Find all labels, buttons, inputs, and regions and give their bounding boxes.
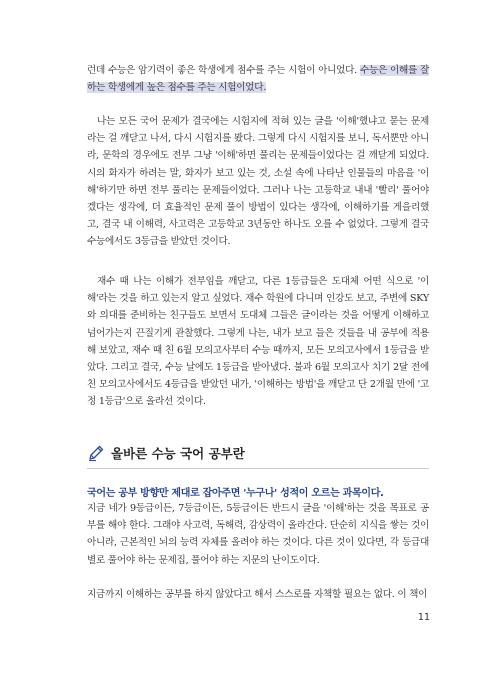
page-number: 11 [417,612,430,623]
section-title: 올바른 수능 국어 공부란 [111,446,245,461]
pencil-icon [87,444,105,462]
paragraph-1 [87,62,429,96]
section-divider [87,468,429,469]
section-subheading: 국어는 공부 방향만 제대로 잡아주면 '누구나' 성적이 오르는 과목이다. [87,488,384,499]
paragraph-4: 지금 네가 9등급이든, 7등급이든, 5등급이든 반드시 글을 '이해'하는 것을 목표로 공부를 해야 한다. 그래야 사고력, 독해력, 감상력이 올라간다. 단순히 지식을 쌓는 것이 아니라, 근본적인 뇌의 능력 자체를 올려야 하는 것이다. 다른 것이 있다면, 각 등급대 별로 풀어야 하는 문제집, 풀어야 하는 지문의 난이도이다. [87,503,429,566]
paragraph-1-text: 런데 수능은 암기력이 좋은 학생에게 점수를 주는 시험이 아니었다. [87,65,360,76]
paragraph-5: 지금까지 이해하는 공부를 하지 않았다고 해서 스스로를 자책할 필요는 없다. 이 책이 [87,589,428,600]
paragraph-2: 나는 모든 국어 문제가 결국에는 시험지에 적혀 있는 글을 '이해'했냐고 묻는 문제라는 걸 깨닫고 나서, 다시 시험지를 봤다. 그렇게 다시 시험지를 보니, 독서뿐만 아니라, 문학의 경우에도 전부 그냥 '이해'하면 풀리는 문제들이었다는 걸 깨닫게 되었다. 시의 화자가 하려는 말, 화자가 보고 있는 것, 소설 속에 나타난 인물들의 마음을 '이해'하기만 하면 전부 풀리는 문제들이었다. 그러나 나는 고등학교 내내 '빨리' 풀어야겠다는 생각에, 더 효율적인 문제 풀이 방법이 있다는 생각에, 이해하기를 게을리했고, 결국 내 이해력, 사고력은 고등학교 3년동안 하나도 오를 수 없었다. 그렇게 결국 수능에서도 3등급을 받았던 것이다. [87,116,429,248]
section-heading [87,442,427,464]
highlighted-sentence: 수능은 이해를 잘하는 학생에게 높은 점수를 주는 시험이었다. [87,65,429,94]
paragraph-3: 재수 때 나는 이해가 전부임을 깨닫고, 다른 1등급들은 도대체 어떤 식으로 '이해'라는 것을 하고 있는지 알고 싶었다. 재수 학원에 다니며 인강도 보고, 주변에 SKY와 의대를 준비하는 친구들도 보면서 도대체 그들은 글이라는 것을 어떻게 이해하고 넘어가는지 끈질기게 관찰했다. 그렇게 나는, 내가 보고 들은 것들을 내 공부에 적용해 보았고, 재수 때 친 6월 모의고사부터 수능 때까지, 모든 모의고사에서 1등급을 받았다. 그리고 결국, 수능 날에도 1등급을 받아냈다. 불과 6월 모의고사 치기 2달 전에 친 모의고사에서도 4등급을 받았던 내가, '이해하는 방법'을 깨닫고 단 2개월 만에 '고정 1등급'으로 올라선 것이다. [87,276,429,408]
